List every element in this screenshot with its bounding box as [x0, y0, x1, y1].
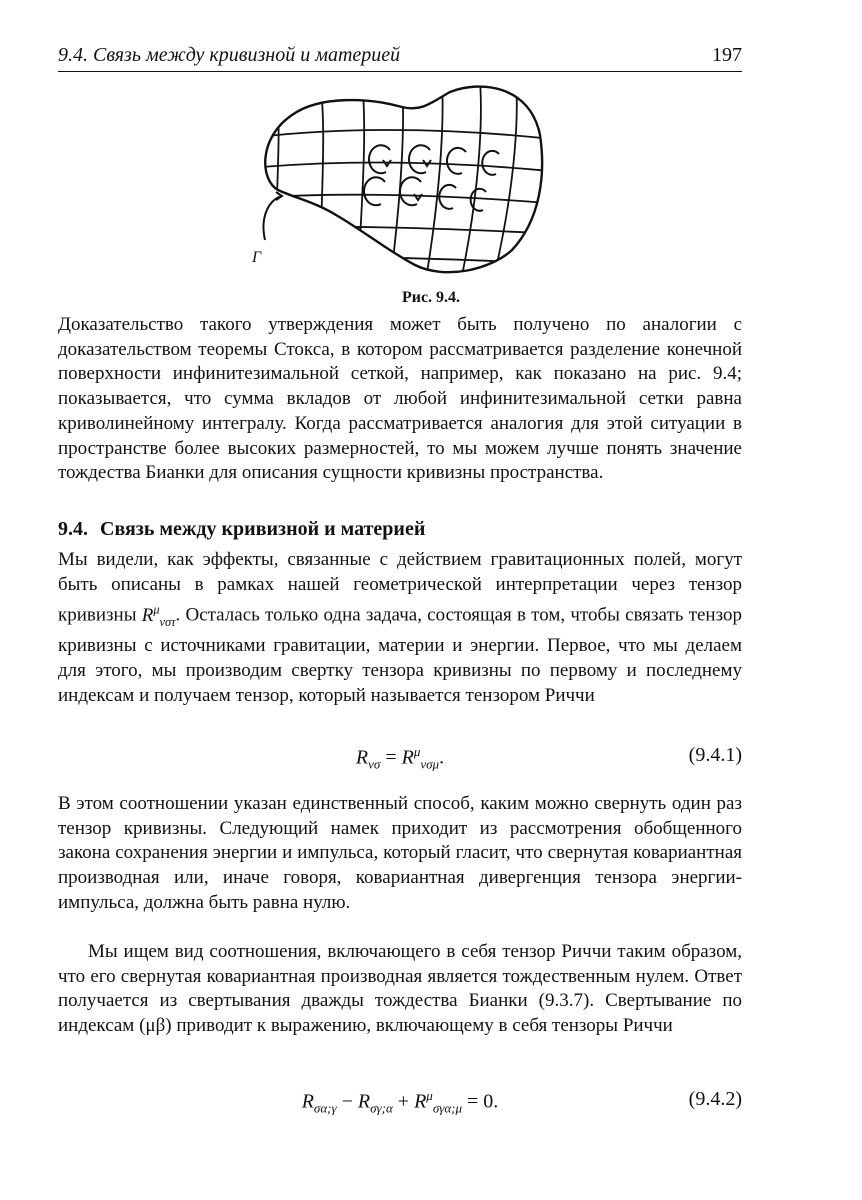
equation-number: (9.4.2)	[688, 1088, 742, 1110]
section-title: Связь между кривизной и материей	[100, 518, 426, 540]
paragraph-ricci-intro: Мы видели, как эффекты, связанные с действием гравитационных полей, могут быть описаны в рамках нашей геометрической интерпретации через тензор кривизны $R^\mu_{\nu\sigma\tau}$. Осталась только одна задача, состоящая в том, чтобы связать тензор кривизны с источниками гравитации, материи и энергии. Первое, что мы делаем для этого, мы производим свертку тензора кривизны по первому и последнему индексам и получаем тензор, который называется тензором Риччи	[58, 549, 742, 706]
boundary-label: Γ	[252, 249, 262, 266]
page-number: 197	[712, 44, 742, 66]
boundary-pointer	[264, 196, 282, 240]
figure-caption: Рис. 9.4.	[401, 289, 461, 306]
paragraph-bianchi: Мы ищем вид соотношения, включающего в себя тензор Риччи таким образом, что его свернутая ковариантная производная является тождественным нулем. Ответ получается из свертывания дважды тождества Бианки (9.3.7). Свертывание по индексам (μβ) приводит к выражению, включающему в себя тензоры Риччи	[58, 941, 742, 1037]
equation-9-4-1: $R_{\nu\sigma} = R^\mu_{\nu\sigma\mu}$. (9.4.1)	[355, 744, 742, 772]
paragraph-contraction: В этом соотношении указан единственный способ, каким можно свернуть один раз тензор кривизны. Следующий намек приходит из рассмотрения обобщенного закона сохранения энергии и импульса, который гласит, что свернутая ковариантная производная или, иначе говоря, ковариантная дивергенция тензора энергии-импульса, должна быть равна нулю.	[58, 793, 742, 913]
equation-number: (9.4.1)	[688, 744, 742, 766]
running-header	[58, 42, 742, 72]
header-rule	[58, 71, 742, 72]
equation-9-4-2: $R_{\sigma\alpha;\gamma} - R_{\sigma\gamma;\alpha} + R^\mu_{\sigma\gamma\alpha;\mu} = 0$. (9.4.2)	[301, 1088, 742, 1116]
riemann-tensor: $R^\mu_{\nu\sigma\tau}$	[141, 602, 176, 629]
running-title: 9.4. Связь между кривизной и материей	[58, 44, 401, 66]
section-heading	[58, 518, 437, 541]
section-number: 9.4.	[58, 518, 88, 540]
paragraph-stokes: Доказательство такого утверждения может быть получено по аналогии с доказательством теоремы Стокса, в котором рассматривается разделение конечной поверхности инфинитезимальной сеткой, например, как показано на рис. 9.4; показывается, что сумма вкладов от любой инфинитезимальной сетки равна криволинейному интегралу. Когда рассматривается аналогия для этой ситуации в пространстве более высоких размерностей, то мы можем лучше понять значение тождества Бианки для описания сущности кривизны пространства.	[58, 314, 742, 484]
figure-stokes-grid	[240, 80, 560, 285]
